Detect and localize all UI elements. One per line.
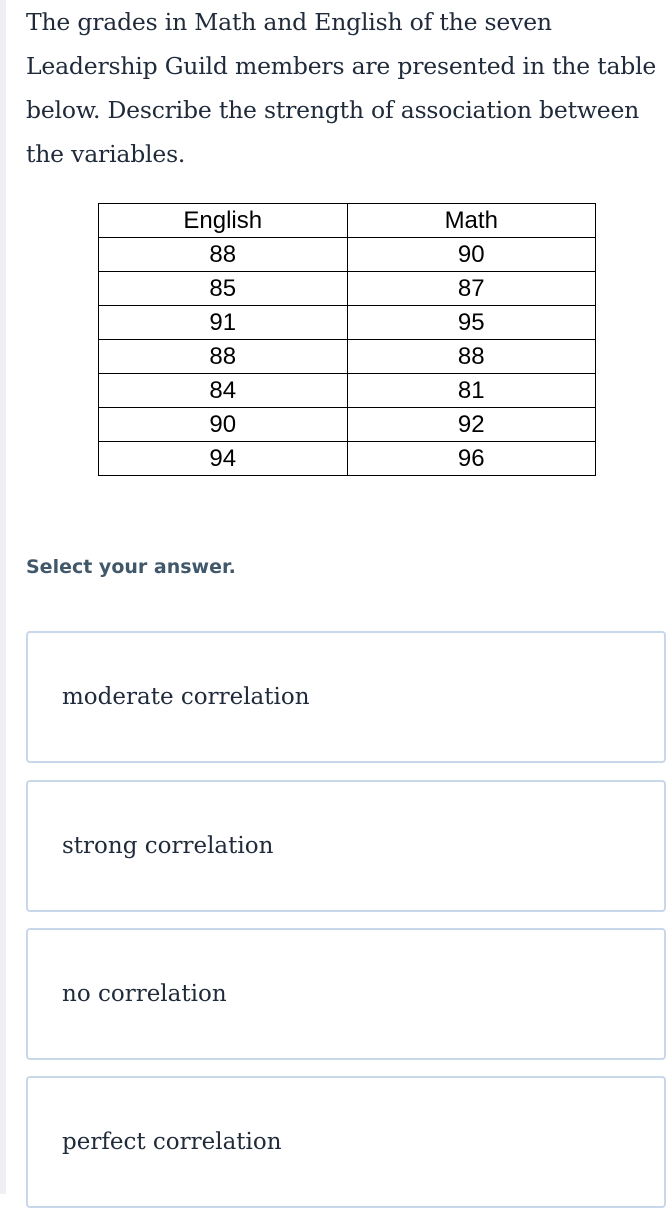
answer-option-label: moderate correlation <box>62 684 310 710</box>
grades-table <box>98 203 596 476</box>
column-header-math: Math <box>347 204 596 238</box>
answer-option-label: strong correlation <box>62 833 274 859</box>
answer-option-label: no correlation <box>62 981 227 1007</box>
table-row <box>99 238 596 272</box>
english-cell: 88 <box>99 340 348 374</box>
question-line: Leadership Guild members are presented in the table <box>26 52 657 80</box>
question-text <box>26 0 666 176</box>
english-cell: 88 <box>99 238 348 272</box>
english-cell: 84 <box>99 374 348 408</box>
math-cell: 95 <box>347 306 596 340</box>
table-row <box>99 374 596 408</box>
select-answer-prompt: Select your answer. <box>26 556 236 578</box>
english-cell: 85 <box>99 272 348 306</box>
answer-option-no-correlation[interactable] <box>26 928 666 1060</box>
answer-option-label: perfect correlation <box>62 1129 282 1155</box>
left-edge-shade <box>0 0 6 1194</box>
table-row <box>99 340 596 374</box>
question-line: The grades in Math and English of the seven <box>26 8 552 36</box>
answer-option-strong-correlation[interactable] <box>26 780 666 912</box>
english-cell: 94 <box>99 442 348 476</box>
table-row <box>99 442 596 476</box>
question-line: below. Describe the strength of association between <box>26 96 640 124</box>
column-header-english: English <box>99 204 348 238</box>
answer-option-perfect-correlation[interactable] <box>26 1076 666 1208</box>
english-cell: 91 <box>99 306 348 340</box>
math-cell: 92 <box>347 408 596 442</box>
table-row <box>99 408 596 442</box>
table-row <box>99 306 596 340</box>
question-line: the variables. <box>26 140 186 168</box>
table-header-row <box>99 204 596 238</box>
math-cell: 81 <box>347 374 596 408</box>
table-row <box>99 272 596 306</box>
english-cell: 90 <box>99 408 348 442</box>
answer-option-moderate-correlation[interactable] <box>26 631 666 763</box>
math-cell: 96 <box>347 442 596 476</box>
math-cell: 87 <box>347 272 596 306</box>
math-cell: 88 <box>347 340 596 374</box>
math-cell: 90 <box>347 238 596 272</box>
